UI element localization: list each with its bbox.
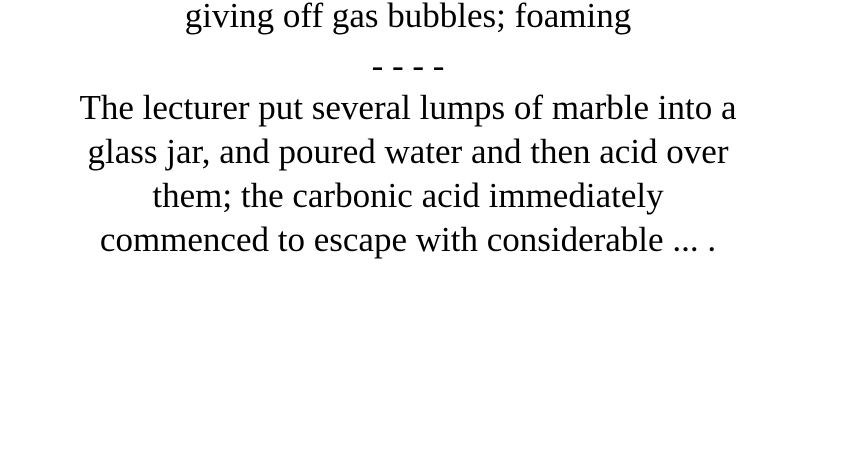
passage-line-3: them; the carbonic acid immediately <box>152 176 664 215</box>
passage-line-2: glass jar, and poured water and then acid over <box>87 132 729 171</box>
example-passage <box>0 86 816 262</box>
passage-line-1: The lecturer put several lumps of marble into a <box>79 88 737 127</box>
separator-dashes: - - - - <box>371 46 445 85</box>
definition-text: giving off gas bubbles; foaming <box>184 0 632 35</box>
passage-line-4: commenced to escape with considerable ... . <box>99 220 717 259</box>
